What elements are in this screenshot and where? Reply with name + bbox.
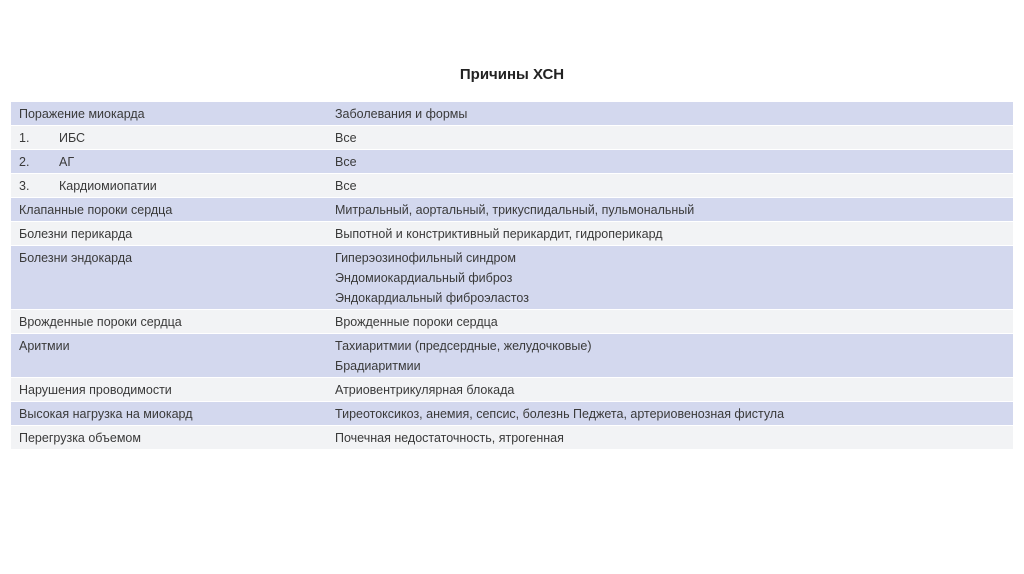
cause-cell: Нарушения проводимости	[11, 378, 327, 402]
cause-cell: Болезни перикарда	[11, 222, 327, 246]
forms-cell: Все	[327, 150, 1013, 174]
cause-cell	[11, 174, 327, 198]
forms-cell: Все	[327, 174, 1013, 198]
row-number: 1.	[19, 131, 30, 145]
cause-cell	[11, 150, 327, 174]
table-row	[11, 378, 1013, 402]
form-line: Тиреотоксикоз, анемия, сепсис, болезнь Педжета, артериовенозная фистула	[335, 407, 785, 421]
forms-cell	[327, 222, 1013, 246]
form-line: Эндомиокардиальный фиброз	[335, 271, 513, 285]
form-line: Брадиаритмии	[335, 359, 421, 373]
header-cell-cause: Поражение миокарда	[11, 102, 327, 126]
table-row	[11, 426, 1013, 450]
forms-cell	[327, 334, 1013, 378]
form-line: Эндокардиальный фиброэластоз	[335, 291, 529, 305]
forms-cell	[327, 426, 1013, 450]
table-row	[11, 334, 1013, 378]
table-row	[11, 198, 1013, 222]
form-line: Митральный, аортальный, трикуспидальный, пульмональный	[335, 203, 695, 217]
cause-label: ИБС	[59, 131, 86, 145]
row-number: 2.	[19, 155, 30, 169]
table-row	[11, 174, 1013, 198]
page-title: Причины ХСН	[459, 66, 565, 83]
forms-cell	[327, 198, 1013, 222]
form-line: Тахиаритмии (предсердные, желудочковые)	[335, 339, 592, 353]
cause-cell: Высокая нагрузка на миокард	[11, 402, 327, 426]
forms-cell	[327, 402, 1013, 426]
cause-label: АГ	[59, 155, 75, 169]
cause-cell: Перегрузка объемом	[11, 426, 327, 450]
form-line: Почечная недостаточность, ятрогенная	[335, 431, 564, 445]
row-number: 3.	[19, 179, 30, 193]
cause-cell: Аритмии	[11, 334, 327, 378]
form-line: Атриовентрикулярная блокада	[335, 383, 515, 397]
cause-cell	[11, 126, 327, 150]
form-line: Гиперэозинофильный синдром	[335, 251, 516, 265]
table-row	[11, 150, 1013, 174]
forms-cell	[327, 310, 1013, 334]
causes-table	[11, 102, 1013, 450]
cause-label: Кардиомиопатии	[59, 179, 157, 193]
forms-cell	[327, 378, 1013, 402]
cause-cell: Болезни эндокарда	[11, 246, 327, 310]
table-row	[11, 246, 1013, 310]
table-row	[11, 402, 1013, 426]
cause-cell: Врожденные пороки сердца	[11, 310, 327, 334]
form-line: Выпотной и констриктивный перикардит, гидроперикард	[335, 227, 663, 241]
form-line: Врожденные пороки сердца	[335, 315, 498, 329]
forms-cell	[327, 246, 1013, 310]
forms-cell: Все	[327, 126, 1013, 150]
table-row	[11, 222, 1013, 246]
cause-cell: Клапанные пороки сердца	[11, 198, 327, 222]
table-row	[11, 310, 1013, 334]
table-row	[11, 126, 1013, 150]
table-header-row	[11, 102, 1013, 126]
header-cell-forms: Заболевания и формы	[327, 102, 1013, 126]
